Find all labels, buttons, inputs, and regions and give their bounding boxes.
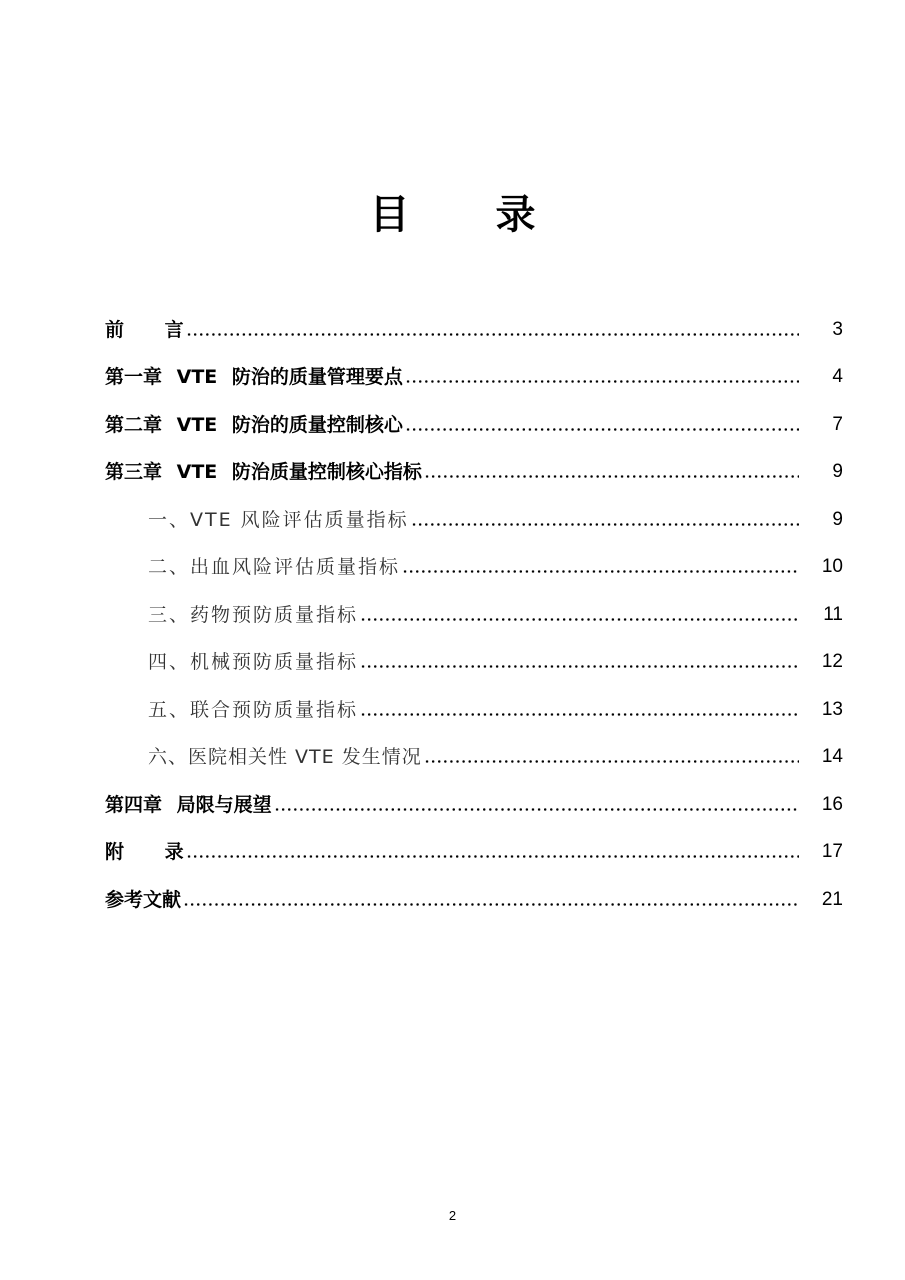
toc-entry-page: 21 (821, 888, 843, 910)
toc-dot-leader (424, 760, 799, 763)
toc-entry-page: 11 (823, 603, 843, 625)
table-of-contents (105, 300, 843, 918)
toc-entry-label: 参考文献 (105, 888, 182, 911)
toc-dot-leader (402, 570, 799, 573)
toc-dot-leader (405, 428, 799, 431)
toc-entry-page: 9 (832, 508, 843, 530)
toc-dot-leader (411, 523, 799, 526)
toc-title: 目 录 (369, 191, 572, 238)
toc-entry-label: 四、机械预防质量指标 (148, 651, 359, 673)
toc-entry-page: 12 (821, 651, 843, 672)
toc-entry-label: 一、VTE 风险评估质量指标 (148, 508, 409, 531)
toc-entry-page: 4 (832, 366, 843, 387)
toc-entry-section-3-4[interactable] (105, 633, 843, 681)
toc-entry-preface[interactable] (105, 300, 843, 348)
toc-entry-section-3-1[interactable] (105, 490, 843, 538)
toc-entry-label: 第二章 VTE 防治的质量控制核心 (105, 413, 403, 436)
toc-entry-page: 9 (832, 461, 843, 482)
toc-entry-page: 16 (821, 793, 843, 815)
toc-dot-leader (360, 713, 799, 716)
toc-entry-page: 7 (832, 413, 843, 435)
toc-entry-label: 附 录 (105, 841, 184, 863)
toc-entry-label: 第四章 局限与展望 (105, 793, 272, 816)
toc-dot-leader (360, 618, 799, 621)
toc-entry-section-3-6[interactable] (105, 728, 843, 776)
toc-dot-leader (274, 808, 799, 811)
toc-entry-label: 第三章 VTE 防治质量控制核心指标 (105, 461, 422, 483)
page-number: 2 (448, 1208, 457, 1223)
toc-entry-page: 17 (821, 841, 843, 862)
toc-dot-leader (424, 475, 799, 478)
toc-entry-section-3-3[interactable] (105, 585, 843, 633)
toc-dot-leader (186, 333, 799, 336)
toc-entry-references[interactable] (105, 870, 843, 918)
toc-entry-label: 六、医院相关性 VTE 发生情况 (148, 746, 422, 768)
toc-entry-label: 三、药物预防质量指标 (148, 603, 359, 626)
toc-entry-section-3-2[interactable] (105, 538, 843, 586)
toc-entry-section-3-5[interactable] (105, 680, 843, 728)
toc-entry-page: 10 (821, 556, 843, 577)
toc-entry-page: 14 (821, 746, 843, 767)
toc-entry-label: 前 言 (105, 318, 184, 341)
toc-entry-label: 五、联合预防质量指标 (148, 698, 359, 721)
toc-entry-chapter-4[interactable] (105, 775, 843, 823)
toc-entry-chapter-1[interactable] (105, 348, 843, 396)
toc-entry-chapter-2[interactable] (105, 395, 843, 443)
toc-dot-leader (405, 380, 799, 383)
toc-dot-leader (186, 855, 799, 858)
toc-entry-page: 3 (832, 318, 843, 340)
toc-entry-page: 13 (821, 698, 843, 720)
toc-entry-label: 二、出血风险评估质量指标 (148, 556, 401, 578)
toc-entry-label: 第一章 VTE 防治的质量管理要点 (105, 366, 403, 388)
toc-dot-leader (360, 665, 799, 668)
toc-entry-appendix[interactable] (105, 823, 843, 871)
toc-entry-chapter-3[interactable] (105, 443, 843, 491)
toc-dot-leader (183, 903, 799, 906)
